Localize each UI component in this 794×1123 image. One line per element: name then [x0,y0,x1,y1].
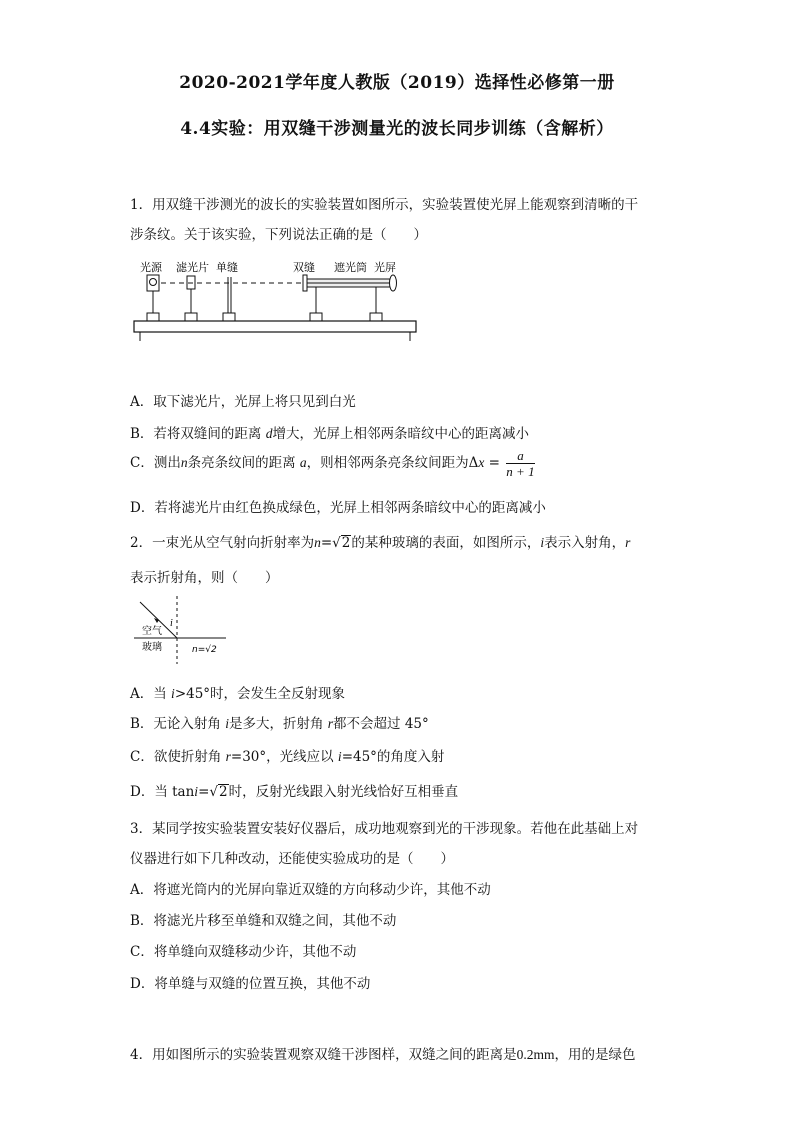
q3-stem-line-1: 3．某同学按实验装置安装好仪器后，成功地观察到光的干涉现象。若他在此基础上对 [130,821,639,837]
q2-option-b: B．无论入射角 i是多大，折射角 r都不会超过 45° [130,716,429,732]
n-root2-label: n=√2 [192,645,217,655]
light-source-base [147,313,159,321]
angle-i-label: i [170,618,173,629]
q2-option-a: A．当 i>45°时，会发生全反射现象 [130,686,346,702]
glass-label: 玻璃 [142,642,162,653]
single-slit-base [223,313,235,321]
q2-option-c: C．欲使折射角 r=30°，光线应以 i=45°的角度入射 [130,749,445,765]
q1-option-c: C．测出n条亮条纹间的距离 a，则相邻两条亮条纹间距为Δx = $\frac{a}{n + 1}$ [130,448,535,479]
q3-option-b: B．将滤光片移至单缝和双缝之间，其他不动 [130,913,397,929]
double-slit-base [310,313,322,321]
label-single-slit: 单缝 [216,261,238,274]
q1-apparatus-figure [130,255,420,345]
q3-option-c: C．将单缝向双缝移动少许，其他不动 [130,944,357,960]
q3-option-a: A．将遮光筒内的光屏向靠近双缝的方向移动少许，其他不动 [130,882,491,898]
label-tube: 遮光筒 [334,261,367,274]
optical-bench [134,321,416,332]
q3-option-d: D．将单缝与双缝的位置互换，其他不动 [130,976,371,992]
q2-option-d: D．当 tani=√2时，反射光线跟入射光线恰好互相垂直 [130,784,459,800]
air-label: 空气 [142,626,162,637]
title-line-1: 2020-2021学年度人教版（2019）选择性必修第一册 [179,73,615,93]
q1-option-a: A．取下滤光片，光屏上将只见到白光 [130,394,356,410]
fraction-a-over-n-plus-1: $\frac{a}{n + 1}$ [506,448,535,479]
screen-base [370,313,382,321]
q1-stem-line-1: 1．用双缝干涉测光的波长的实验装置如图所示，实验装置使光屏上能观察到清晰的干 [130,197,639,213]
label-double-slit: 双缝 [293,261,315,274]
title-line-2: 4.4实验：用双缝干涉测量光的波长同步训练（含解析） [180,119,614,139]
double-slit-plate [303,275,307,291]
q4-stem-line-1: 4．用如图所示的实验装置观察双缝干涉图样，双缝之间的距离是0.2mm，用的是绿色 [130,1047,636,1063]
filter-base [185,313,197,321]
light-source-bulb [150,279,157,286]
q2-refraction-figure [130,594,230,666]
q1-stem-line-2: 涉条纹。关于该实验，下列说法正确的是（ ） [130,227,427,243]
q3-stem-line-2: 仪器进行如下几种改动，还能使实验成功的是（ ） [130,851,454,867]
label-light-source: 光源 [140,261,162,274]
label-screen: 光屏 [374,261,396,274]
q1-option-b: B．若将双缝间的距离 d增大，光屏上相邻两条暗纹中心的距离减小 [130,426,529,442]
label-filter: 滤光片 [176,261,209,274]
screen-plate [390,275,397,291]
q4-slit-distance: 0.2mm [516,1047,555,1062]
q1-option-d: D．若将滤光片由红色换成绿色，光屏上相邻两条暗纹中心的距离减小 [130,500,546,516]
q2-stem-line-1: 2．一束光从空气射向折射率为n=√2的某种玻璃的表面，如图所示，i表示入射角，r [130,535,631,551]
q2-stem-line-2: 表示折射角，则（ ） [130,570,279,586]
light-source-housing [147,275,159,291]
